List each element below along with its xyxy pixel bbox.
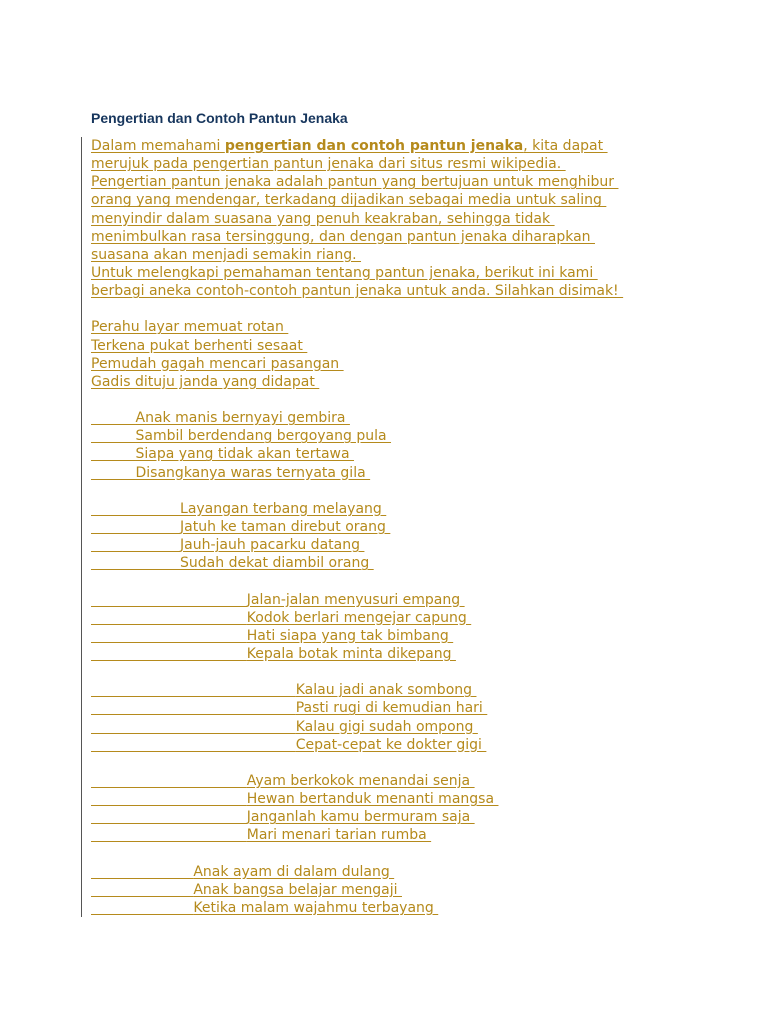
pantun-line[interactable]: Jauh-jauh pacarku datang	[180, 537, 365, 554]
pantun-line[interactable]: Terkena pukat berhenti sesaat	[91, 337, 308, 354]
pantun-line[interactable]: Anak manis bernyayi gembira	[135, 410, 350, 427]
left-margin-rule	[81, 137, 82, 917]
pantun-line[interactable]: Ketika malam wajahmu terbayang	[193, 899, 439, 916]
pantun-line[interactable]: Sambil berdendang bergoyang pula	[135, 428, 392, 445]
pantun-line[interactable]: Pasti rugi di kemudian hari	[295, 700, 488, 717]
pantun-line[interactable]: Anak bangsa belajar mengaji	[193, 881, 402, 898]
pantun-line[interactable]: Cepat-cepat ke dokter gigi	[295, 736, 487, 753]
pantun-line[interactable]: Disangkanya waras ternyata gila	[135, 464, 371, 481]
pantun-line[interactable]: Kodok berlari mengejar capung	[246, 609, 472, 626]
pantun-line[interactable]: Pemudah gagah mencari pasangan	[91, 355, 344, 372]
pantun-line[interactable]: Kalau gigi sudah ompong	[295, 718, 478, 735]
pantun-line[interactable]: Ayam berkokok menandai senja	[246, 772, 475, 789]
pantun-line[interactable]: Jatuh ke taman direbut orang	[180, 518, 391, 535]
intro-line[interactable]: menyindir dalam suasana yang penuh keakraban, sehingga tidak	[91, 210, 555, 227]
pantun-line[interactable]: Perahu layar memuat rotan	[91, 319, 289, 336]
intro-line[interactable]: Pengertian pantun jenaka adalah pantun yang bertujuan untuk menghibur	[91, 174, 619, 191]
intro-line[interactable]: Dalam memahami pengertian dan contoh pantun jenaka, kita dapat	[91, 138, 608, 154]
intro-line[interactable]: berbagi aneka contoh-contoh pantun jenaka untuk anda. Silahkan disimak!	[91, 283, 624, 300]
pantun-line[interactable]: Gadis dituju janda yang didapat	[91, 373, 320, 390]
pantun-line[interactable]: Jalan-jalan menyusuri empang	[246, 591, 465, 608]
intro-bold-phrase[interactable]: pengertian dan contoh pantun jenaka	[224, 138, 524, 154]
pantun-line[interactable]: Siapa yang tidak akan tertawa	[135, 446, 355, 463]
pantun-line[interactable]: Layangan terbang melayang	[180, 500, 387, 517]
spacer	[91, 572, 751, 590]
spacer	[91, 844, 751, 862]
spacer	[91, 754, 751, 772]
pantun-line[interactable]: Hati siapa yang tak bimbang	[246, 627, 454, 644]
spacer	[91, 482, 751, 500]
intro-line[interactable]: suasana akan menjadi semakin riang.	[91, 246, 362, 263]
intro-line[interactable]: menimbulkan rasa tersinggung, dan dengan pantun jenaka diharapkan	[91, 228, 595, 245]
pantun-line[interactable]: Kalau jadi anak sombong	[295, 682, 477, 699]
document-title: Pengertian dan Contoh Pantun Jenaka	[91, 110, 348, 126]
intro-line[interactable]: merujuk pada pengertian pantun jenaka dari situs resmi wikipedia.	[91, 156, 566, 173]
pantun-line[interactable]: Kepala botak minta dikepang	[246, 645, 456, 662]
pantun-line[interactable]: Mari menari tarian rumba	[246, 827, 432, 844]
pantun-line[interactable]: Anak ayam di dalam dulang	[193, 863, 395, 880]
document-body	[91, 137, 751, 917]
intro-line[interactable]: orang yang mendengar, terkadang dijadikan sebagai media untuk saling	[91, 192, 607, 209]
spacer	[91, 391, 751, 409]
pantun-line[interactable]: Sudah dekat diambil orang	[180, 555, 374, 572]
intro-line[interactable]: Untuk melengkapi pemahaman tentang pantun jenaka, berikut ini kami	[91, 264, 598, 281]
spacer	[91, 300, 751, 318]
pantun-line[interactable]: Hewan bertanduk menanti mangsa	[246, 791, 499, 808]
pantun-line[interactable]: Janganlah kamu bermuram saja	[246, 809, 475, 826]
spacer	[91, 663, 751, 681]
